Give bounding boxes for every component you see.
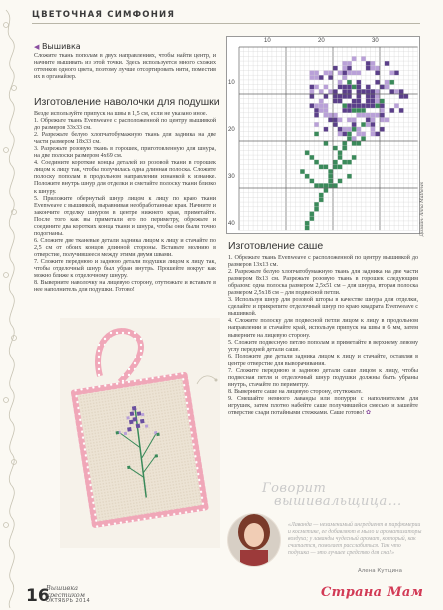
header-divider — [32, 23, 420, 24]
stitch-flower — [324, 71, 329, 76]
stitch-flower — [319, 89, 324, 94]
stitch-flower — [380, 108, 385, 113]
stitch-flower — [399, 89, 404, 94]
stitch-flower — [338, 118, 343, 123]
stitch-flower — [375, 71, 380, 76]
stitch-flower — [314, 108, 319, 113]
stitch-flower — [347, 127, 352, 132]
pillow-step-2: 2. Разрежьте белую хлопчатобумажную ткань для задника на две части размером 18х33 см. — [34, 132, 216, 146]
stitch-branch — [352, 127, 357, 132]
stitch-stem — [310, 216, 315, 221]
stitch-branch — [305, 150, 310, 155]
stitch-flower — [371, 89, 376, 94]
stitch-flower — [371, 122, 376, 127]
stitch-flower — [404, 94, 409, 99]
stitch-stem — [319, 197, 324, 202]
sachet-photo — [60, 318, 220, 548]
chart-grid — [227, 37, 419, 233]
stitch-flower — [366, 122, 371, 127]
stitch-stem — [328, 179, 333, 184]
stitch-flower — [357, 80, 362, 85]
embroiderer-quote — [222, 482, 422, 578]
stitch-branch — [375, 103, 380, 108]
stitch-flower — [366, 66, 371, 71]
stitch-branch — [338, 179, 343, 184]
stitch-flower — [380, 103, 385, 108]
stitch-branch — [319, 183, 324, 188]
stitch-flower — [328, 89, 333, 94]
stitch-flower — [380, 118, 385, 123]
chart-tick-left-30: 30 — [228, 174, 235, 180]
quote-title — [262, 482, 402, 508]
decorative-flourish — [196, 372, 218, 386]
stitch-stem — [328, 174, 333, 179]
stitch-branch — [338, 165, 343, 170]
stitch-flower — [347, 108, 352, 113]
stitch-stem — [319, 193, 324, 198]
stitch-flower — [333, 99, 338, 104]
page-number: 16 — [26, 586, 50, 606]
stitch-flower — [389, 71, 394, 76]
stitch-flower — [385, 61, 390, 66]
stitch-branch — [310, 179, 315, 184]
stitch-flower — [342, 66, 347, 71]
stitch-flower — [375, 113, 380, 118]
stitch-branch — [314, 160, 319, 165]
stitch-flower — [310, 71, 315, 76]
stitch-branch — [305, 174, 310, 179]
stitch-flower — [366, 94, 371, 99]
stitch-branch — [342, 103, 347, 108]
stitch-flower — [310, 94, 315, 99]
stitch-flower — [380, 85, 385, 90]
stitch-flower — [352, 99, 357, 104]
stitch-stem — [305, 221, 310, 226]
stitch-flower — [347, 85, 352, 90]
stitch-stem — [314, 202, 319, 207]
stitch-flower — [357, 89, 362, 94]
stitch-branch — [352, 141, 357, 146]
stitch-flower — [366, 113, 371, 118]
stitch-flower — [357, 127, 362, 132]
stitch-stem — [338, 150, 343, 155]
stitch-flower — [371, 127, 376, 132]
stitch-flower — [389, 89, 394, 94]
stitch-branch — [352, 108, 357, 113]
cross-stitch-chart — [226, 36, 420, 234]
site-watermark: Страна Мам — [321, 585, 424, 600]
pillow-step-8: 8. Выверните наволочку на лицевую сторону, отутюжьте и вставьте в нее наполнитель для подушки. Готово! — [34, 280, 216, 294]
chart-tick-top-10: 10 — [264, 38, 271, 44]
sachet-step-7: 7. Сложите переднюю и заднюю детали саше лицом к лицу, чтобы подвесная петля и отделочный шнур подушки должны быть убраны внутрь, стачайте по периметру. — [228, 367, 418, 388]
stitch-flower — [371, 94, 376, 99]
pillow-heading: Изготовление наволочки для подушки — [34, 96, 220, 108]
stitch-stem — [314, 207, 319, 212]
sachet-step-9-text: 9. Смешайте немного лаванды или попурри с наполнителем для игрушек, затем плотно набейте саше получившейся смесью и зашейте отверстие сзади потайными стежками. Саше готово! — [228, 395, 418, 417]
stitch-branch — [333, 165, 338, 170]
issue-date: ОКТЯБРЬ 2014 — [46, 598, 91, 604]
stitch-flower — [319, 75, 324, 80]
embroidery-heading: Вышивка — [41, 42, 81, 51]
pillow-intro: Везде используйте припуск на швы в 1,5 см, если не указано иное. — [34, 111, 208, 117]
stitch-stem — [342, 141, 347, 146]
stitch-flower — [347, 66, 352, 71]
stitch-flower — [310, 103, 315, 108]
stitch-flower — [338, 80, 343, 85]
stitch-stem — [310, 212, 315, 217]
stitch-stem — [333, 160, 338, 165]
stitch-flower — [375, 99, 380, 104]
stitch-flower — [328, 113, 333, 118]
stitch-flower — [342, 89, 347, 94]
sachet-step-9 — [228, 396, 418, 417]
stitch-flower — [347, 89, 352, 94]
chart-tick-left-10: 10 — [228, 80, 235, 86]
stitch-branch — [389, 80, 394, 85]
stitch-flower — [333, 122, 338, 127]
stitch-flower — [338, 127, 343, 132]
stitch-flower — [333, 94, 338, 99]
stitch-flower — [328, 71, 333, 76]
stitch-flower — [399, 94, 404, 99]
stitch-branch — [333, 146, 338, 151]
stitch-flower — [375, 80, 380, 85]
stitch-branch — [347, 174, 352, 179]
stitch-flower — [385, 80, 390, 85]
stitch-flower — [357, 71, 362, 76]
stitch-flower — [342, 132, 347, 137]
chart-tick-top-30: 30 — [372, 38, 379, 44]
stitch-branch — [361, 122, 366, 127]
stitch-flower — [342, 94, 347, 99]
stitch-flower — [357, 99, 362, 104]
pillow-step-6: 6. Сложите две тканевые детали задника лицом к лицу и стачайте по 2,5 см от обоих концов длинной стороны. Вставьте молнию в отверстие, получившееся между этими двумя швами. — [34, 237, 216, 258]
stitch-branch — [357, 141, 362, 146]
pillow-instructions — [34, 111, 216, 294]
stitch-flower — [366, 85, 371, 90]
stitch-flower — [314, 71, 319, 76]
stitch-branch — [300, 169, 305, 174]
stitch-flower — [342, 85, 347, 90]
stitch-branch — [310, 155, 315, 160]
stitch-branch — [319, 165, 324, 170]
chart-designer-credit: Дизайн: Anna Mathews — [420, 182, 425, 237]
section-header: ЦВЕТОЧНАЯ СИМФОНИЯ — [32, 10, 176, 20]
stitch-flower — [357, 85, 362, 90]
sachet-step-3: 3. Используя шнур для розовой шторы в качестве шнура для отделки, сделайте и прикрепите отделочный шнур по краю квадрата Evenweave с вышивкой. — [228, 297, 418, 318]
stitch-flower — [352, 118, 357, 123]
stitch-flower — [342, 108, 347, 113]
stitch-flower — [394, 89, 399, 94]
quote-title-line1: Говорит — [262, 481, 327, 496]
stitch-flower — [324, 108, 329, 113]
sachet-step-8: 8. Выверните саше на лицевую сторону, отутюжьте. — [228, 388, 363, 395]
stitch-flower — [366, 89, 371, 94]
stitch-flower — [338, 132, 343, 137]
stitch-stem — [347, 136, 352, 141]
stitch-flower — [333, 113, 338, 118]
stitch-flower — [361, 56, 366, 61]
stitch-flower — [361, 103, 366, 108]
stitch-flower — [380, 127, 385, 132]
stitch-flower — [371, 66, 376, 71]
stitch-flower — [361, 132, 366, 137]
stitch-stem — [357, 108, 362, 113]
sachet-step-1: 1. Обрежьте ткань Evenweave с расположенной по центру вышивкой до размеров 13х13 см. — [228, 255, 418, 269]
stitch-flower — [371, 132, 376, 137]
stitch-flower — [366, 118, 371, 123]
stitch-stem — [338, 155, 343, 160]
heart-icon: ✿ — [365, 410, 372, 417]
stitch-flower — [357, 113, 362, 118]
stitch-flower — [371, 99, 376, 104]
sachet-step-4: 4. Сложите полоску для подвесной петли лицом к лицу в продольном направлении и стачайте край, используя припуск на швы в 6 мм, затем выверните на лицевую сторону. — [228, 318, 418, 339]
chart-tick-left-40: 40 — [228, 221, 235, 227]
sachet-heading: Изготовление саше — [228, 240, 324, 252]
stitch-branch — [347, 160, 352, 165]
stitch-stem — [324, 183, 329, 188]
chart-tick-left-20: 20 — [228, 127, 235, 133]
stitch-flower — [310, 85, 315, 90]
stitch-flower — [347, 103, 352, 108]
stitch-flower — [375, 132, 380, 137]
stitch-branch — [333, 183, 338, 188]
stitch-branch — [324, 141, 329, 146]
stitch-flower — [347, 118, 352, 123]
stitch-flower — [371, 113, 376, 118]
stitch-stem — [347, 132, 352, 137]
stitch-flower — [324, 94, 329, 99]
stitch-flower — [352, 56, 357, 61]
stitch-flower — [342, 127, 347, 132]
stitch-flower — [399, 108, 404, 113]
stitch-flower — [352, 71, 357, 76]
stitch-flower — [371, 118, 376, 123]
stitch-flower — [319, 108, 324, 113]
quote-author: Алена Кутцина — [358, 568, 403, 574]
embroidery-text: Сложите ткань пополам в двух направлениях, чтобы найти центр, и начните вышивать из этой точки. Здесь используется много схожих оттенков одного цвета, поэтому лучше отсортировать нити, поместив их в органайзер. — [34, 53, 216, 81]
stitch-flower — [314, 103, 319, 108]
quote-text: «Лаванда — незаменимый ингредиент в парфюмерии и косметике, ее добавляют в мыло и ароматизаторы воздуха; у лаванды чудесный аромат, который, как считается, помогает расслабиться. Так что подушка — это лучшее средство для сна!» — [288, 522, 422, 556]
stitch-flower — [338, 99, 343, 104]
stitch-stem — [305, 226, 310, 231]
stitch-flower — [357, 103, 362, 108]
chart-tick-top-20: 20 — [318, 38, 325, 44]
sachet-step-6: 6. Положите две детали задника лицом к лицу и стачайте, оставляя в центре отверстие для выворачивания. — [228, 353, 418, 367]
stitch-branch — [361, 108, 366, 113]
stitch-flower — [366, 99, 371, 104]
stitch-flower — [314, 122, 319, 127]
stitch-flower — [342, 75, 347, 80]
stitch-branch — [328, 183, 333, 188]
magazine-logo-line2: крестиком — [46, 591, 86, 599]
stitch-branch — [352, 85, 357, 90]
stitch-flower — [389, 108, 394, 113]
author-avatar — [226, 510, 282, 570]
stitch-flower — [342, 71, 347, 76]
stitch-flower — [333, 118, 338, 123]
stitch-branch — [380, 99, 385, 104]
stitch-flower — [314, 85, 319, 90]
pillow-step-5: 5. Приложите обернутый шнур лицом к лицу по краю ткани Evenweave с вышивкой, выравнивая необработанные края. Начните и закончите отделку шнуром в центре нижнего края, приметайте. После того как вы приметали его по периметру, обрежьте и соедините два коротких конца ткани и шнура, чтобы они были точно подогнаны. — [34, 195, 216, 237]
quote-title-line2: вышивальщица... — [274, 494, 402, 509]
stitch-flower — [333, 66, 338, 71]
stitch-flower — [324, 85, 329, 90]
arrow-left-icon: ◀ — [34, 43, 40, 51]
stitch-flower — [366, 103, 371, 108]
sachet-step-2: 2. Разрежьте белую хлопчатобумажную ткань для задника на две части размером 8х13 см. Разрежьте розовую ткань в горошек следующим образом: одна полоска размером 2,5х51 см – для шнура, вторая полоска размером 2,5х18 см – для подвесной петли. — [228, 269, 418, 297]
stitch-flower — [310, 89, 315, 94]
stitch-stem — [328, 169, 333, 174]
stitch-flower — [352, 122, 357, 127]
stitch-flower — [375, 89, 380, 94]
stitch-flower — [338, 94, 343, 99]
stitch-flower — [333, 89, 338, 94]
stitch-branch — [361, 136, 366, 141]
stitch-branch — [314, 183, 319, 188]
pillow-step-7: 7. Сложите переднюю и заднюю детали подушки лицом к лицу так, чтобы отделочный шнур был убран внутрь. Прошейте вокруг как можно ближе к отделочному шнуру. — [34, 258, 216, 280]
sachet-instructions — [228, 255, 418, 417]
stitch-flower — [324, 103, 329, 108]
stitch-flower — [361, 113, 366, 118]
stitch-flower — [352, 136, 357, 141]
stitch-flower — [385, 118, 390, 123]
stitch-flower — [338, 85, 343, 90]
stitch-flower — [342, 61, 347, 66]
stitch-flower — [371, 61, 376, 66]
stitch-flower — [314, 75, 319, 80]
stitch-flower — [314, 113, 319, 118]
stitch-branch — [342, 146, 347, 151]
stitch-branch — [324, 165, 329, 170]
stitch-flower — [338, 71, 343, 76]
stitch-flower — [375, 94, 380, 99]
stitch-flower — [375, 66, 380, 71]
stitch-flower — [347, 94, 352, 99]
stitch-flower — [380, 113, 385, 118]
stitch-flower — [385, 85, 390, 90]
magazine-logo — [46, 585, 85, 599]
stitch-flower — [394, 103, 399, 108]
stitch-flower — [319, 103, 324, 108]
stitch-flower — [347, 61, 352, 66]
stitch-stem — [324, 188, 329, 193]
stitch-flower — [347, 71, 352, 76]
decorative-swirl-border — [0, 0, 20, 610]
pillow-step-4: 4. Соедините короткие концы деталей из розовой ткани в горошек лицом к лицу так, чтобы получилась одна длинная полоска. Сложите полоску пополам в продольном направлении изнанкой к изнанке. Положите внутрь шнур для отделки и сметайте полоску ткани близко к шнуру. — [34, 160, 216, 195]
stitch-flower — [310, 75, 315, 80]
stitch-flower — [324, 127, 329, 132]
stitch-flower — [328, 75, 333, 80]
stitch-branch — [347, 80, 352, 85]
stitch-flower — [394, 71, 399, 76]
stitch-flower — [371, 103, 376, 108]
stitch-flower — [357, 94, 362, 99]
stitch-flower — [361, 89, 366, 94]
stitch-branch — [352, 155, 357, 160]
stitch-flower — [352, 103, 357, 108]
stitch-flower — [319, 99, 324, 104]
stitch-flower — [357, 132, 362, 137]
stitch-flower — [366, 61, 371, 66]
sachet-step-5: 5. Сложите подвесную петлю пополам и приметайте в верхнему левому углу передней детали саше. — [228, 339, 418, 353]
magazine-logo-line1: Вышивка — [46, 584, 78, 592]
stitch-branch — [342, 160, 347, 165]
stitch-flower — [328, 118, 333, 123]
stitch-branch — [314, 132, 319, 137]
embroidery-heading-row — [34, 42, 81, 51]
pillow-step-1: 1. Обрежьте ткань Evenweave с расположенной по центру вышивкой до размеров 33х33 см. — [34, 118, 216, 132]
pillow-step-3: 3. Разрежьте розовую ткань в горошек, приготовленную для шнура, на две полоски размером 4х69 см. — [34, 146, 216, 160]
stitch-flower — [324, 113, 329, 118]
